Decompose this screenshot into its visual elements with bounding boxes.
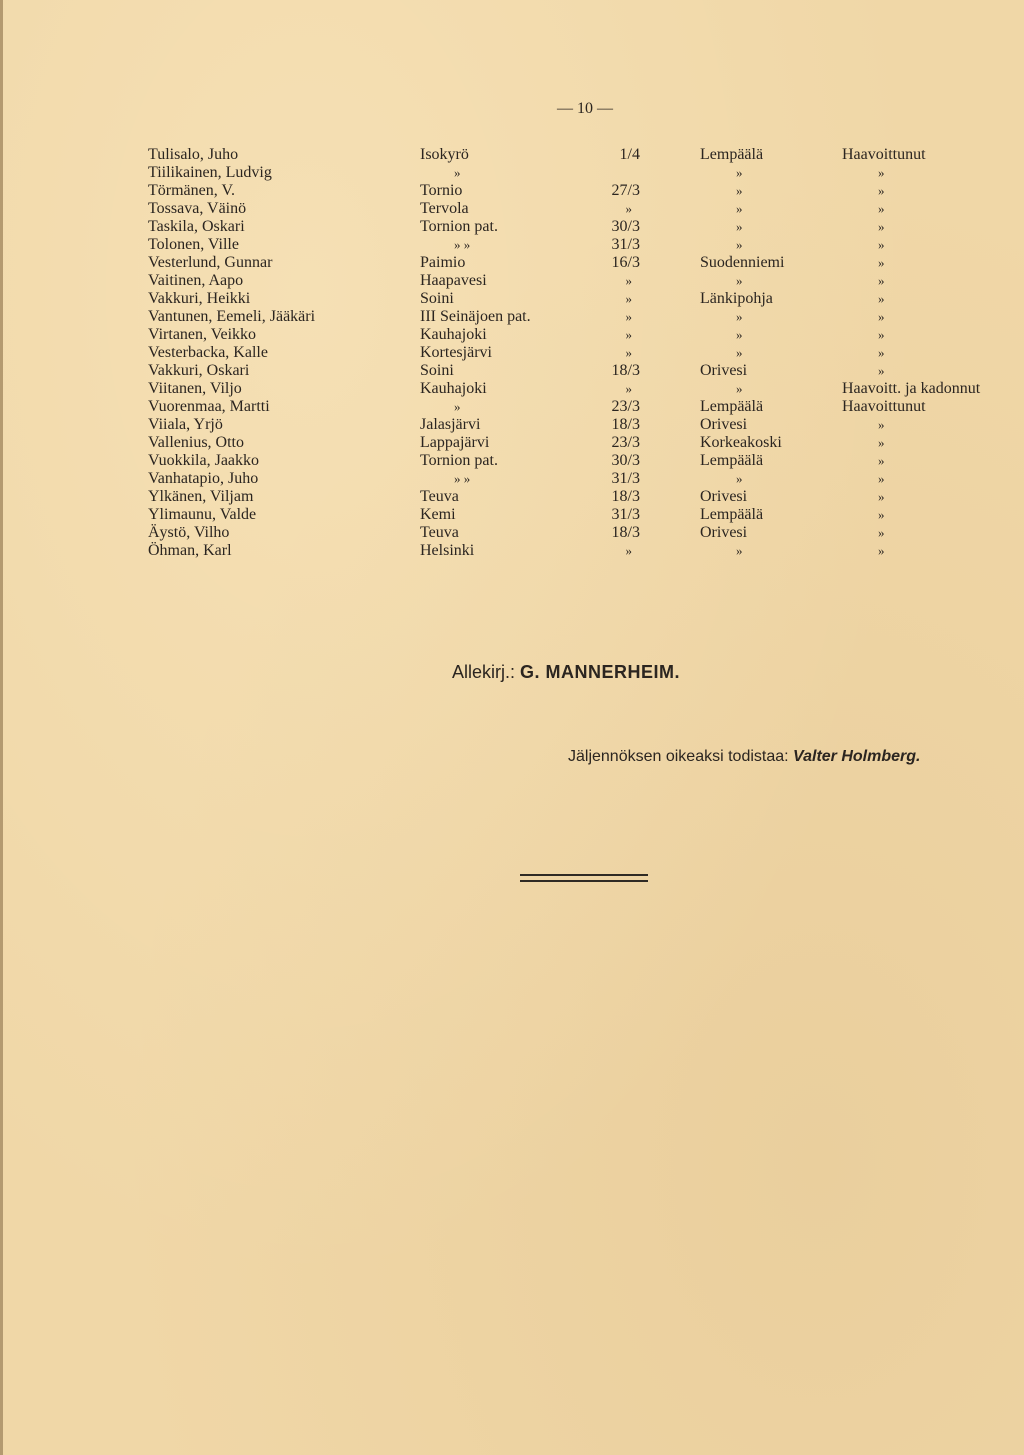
person-name: Tulisalo, Juho (148, 146, 239, 163)
home-place: » » (454, 237, 471, 252)
status: » (878, 453, 885, 468)
date: 31/3 (611, 506, 640, 523)
home-place: Kauhajoki (420, 326, 487, 343)
person-name: Vesterlund, Gunnar (148, 254, 273, 271)
location: » (736, 165, 743, 180)
location: » (736, 327, 743, 342)
location: Orivesi (700, 488, 748, 505)
status: » (878, 507, 885, 522)
person-name: Viiala, Yrjö (148, 416, 223, 433)
date: 23/3 (611, 398, 640, 415)
certification-text: Jäljennöksen oikeaksi todistaa: (568, 748, 789, 765)
status: » (878, 363, 885, 378)
table-row (0, 236, 1024, 254)
home-place: Kortesjärvi (420, 344, 492, 361)
location: » (736, 183, 743, 198)
date: 23/3 (611, 434, 640, 451)
person-name: Tolonen, Ville (148, 236, 239, 253)
person-name: Vanhatapio, Juho (148, 470, 259, 487)
table-row (0, 182, 1024, 200)
date: 16/3 (611, 254, 640, 271)
home-place: » (454, 165, 461, 180)
home-place: » » (454, 471, 471, 486)
date: » (625, 327, 632, 342)
date: » (625, 201, 632, 216)
home-place: III Seinäjoen pat. (420, 308, 531, 325)
status: » (878, 201, 885, 216)
table-row (0, 344, 1024, 362)
date: » (625, 381, 632, 396)
signature-prefix: Allekirj.: (452, 662, 516, 682)
home-place: Teuva (420, 524, 459, 541)
location: Orivesi (700, 524, 748, 541)
home-place: Kemi (420, 506, 456, 523)
location: Länkipohja (700, 290, 773, 307)
status: » (878, 273, 885, 288)
table-row (0, 218, 1024, 236)
person-name: Vuorenmaa, Martti (148, 398, 270, 415)
person-name: Vesterbacka, Kalle (148, 344, 268, 361)
status: » (878, 417, 885, 432)
table-row (0, 164, 1024, 182)
date: 27/3 (611, 182, 640, 199)
home-place: Kauhajoki (420, 380, 487, 397)
table-row (0, 452, 1024, 470)
status: » (878, 435, 885, 450)
date: 1/4 (619, 146, 640, 163)
table-row (0, 470, 1024, 488)
home-place: Paimio (420, 254, 466, 271)
date: 18/3 (611, 488, 640, 505)
signature-line (452, 662, 680, 683)
date: 31/3 (611, 470, 640, 487)
home-place: Jalasjärvi (420, 416, 481, 433)
location: » (736, 273, 743, 288)
location: » (736, 381, 743, 396)
certification-line (568, 748, 920, 766)
table-row (0, 524, 1024, 542)
closing-rule (520, 880, 648, 882)
date: 30/3 (611, 452, 640, 469)
home-place: Isokyrö (420, 146, 469, 163)
status: » (878, 237, 885, 252)
date: 18/3 (611, 362, 640, 379)
date: » (625, 345, 632, 360)
person-name: Äystö, Vilho (148, 524, 230, 541)
date: » (625, 543, 632, 558)
home-place: Teuva (420, 488, 459, 505)
home-place: Tornio (420, 182, 463, 199)
table-row (0, 146, 1024, 164)
home-place: » (454, 399, 461, 414)
location: » (736, 309, 743, 324)
table-row (0, 254, 1024, 272)
date: 18/3 (611, 524, 640, 541)
person-name: Vakkuri, Heikki (148, 290, 251, 307)
status: » (878, 543, 885, 558)
table-row (0, 362, 1024, 380)
status: » (878, 255, 885, 270)
status: » (878, 327, 885, 342)
location: Korkeakoski (700, 434, 782, 451)
table-row (0, 416, 1024, 434)
casualty-list (0, 146, 1024, 560)
person-name: Ylkänen, Viljam (148, 488, 254, 505)
home-place: Soini (420, 362, 454, 379)
location: Lempäälä (700, 398, 764, 415)
person-name: Vakkuri, Oskari (148, 362, 250, 379)
location: Orivesi (700, 416, 748, 433)
person-name: Virtanen, Veikko (148, 326, 257, 343)
status: » (878, 219, 885, 234)
table-row (0, 272, 1024, 290)
person-name: Taskila, Oskari (148, 218, 245, 235)
location: » (736, 201, 743, 216)
location: » (736, 237, 743, 252)
home-place: Tornion pat. (420, 452, 498, 469)
person-name: Öhman, Karl (148, 542, 232, 559)
status: » (878, 471, 885, 486)
home-place: Helsinki (420, 542, 475, 559)
home-place: Lappajärvi (420, 434, 490, 451)
date: 31/3 (611, 236, 640, 253)
status: Haavoittunut (842, 398, 926, 415)
person-name: Tiilikainen, Ludvig (148, 164, 272, 181)
person-name: Vallenius, Otto (148, 434, 244, 451)
date: » (625, 309, 632, 324)
location: Orivesi (700, 362, 748, 379)
page-number: — 10 — (557, 100, 613, 117)
table-row (0, 308, 1024, 326)
person-name: Vaitinen, Aapo (148, 272, 244, 289)
person-name: Ylimaunu, Valde (148, 506, 257, 523)
person-name: Törmänen, V. (148, 182, 235, 199)
location: Lempäälä (700, 506, 764, 523)
date: 18/3 (611, 416, 640, 433)
status: » (878, 525, 885, 540)
status: » (878, 309, 885, 324)
table-row (0, 200, 1024, 218)
home-place: Soini (420, 290, 454, 307)
date: » (625, 291, 632, 306)
home-place: Tervola (420, 200, 469, 217)
certifier-name: Valter Holmberg. (793, 748, 921, 765)
location: » (736, 345, 743, 360)
closing-rule (520, 874, 648, 876)
table-row (0, 398, 1024, 416)
location: Lempäälä (700, 452, 764, 469)
home-place: Haapavesi (420, 272, 487, 289)
person-name: Vantunen, Eemeli, Jääkäri (148, 308, 316, 325)
location: » (736, 543, 743, 558)
status: » (878, 165, 885, 180)
table-row (0, 326, 1024, 344)
table-row (0, 380, 1024, 398)
status: » (878, 183, 885, 198)
home-place: Tornion pat. (420, 218, 498, 235)
status: Haavoittunut (842, 146, 926, 163)
location: Suodenniemi (700, 254, 785, 271)
status: » (878, 291, 885, 306)
status: Haavoitt. ja kadonnut (842, 380, 981, 397)
table-row (0, 290, 1024, 308)
date: » (625, 273, 632, 288)
location: » (736, 471, 743, 486)
signature-name: G. MANNERHEIM. (520, 662, 681, 682)
person-name: Tossava, Väinö (148, 200, 247, 217)
status: » (878, 489, 885, 504)
person-name: Viitanen, Viljo (148, 380, 242, 397)
person-name: Vuokkila, Jaakko (148, 452, 260, 469)
date: 30/3 (611, 218, 640, 235)
table-row (0, 506, 1024, 524)
location: Lempäälä (700, 146, 764, 163)
table-row (0, 434, 1024, 452)
status: » (878, 345, 885, 360)
table-row (0, 488, 1024, 506)
location: » (736, 219, 743, 234)
table-row (0, 542, 1024, 560)
